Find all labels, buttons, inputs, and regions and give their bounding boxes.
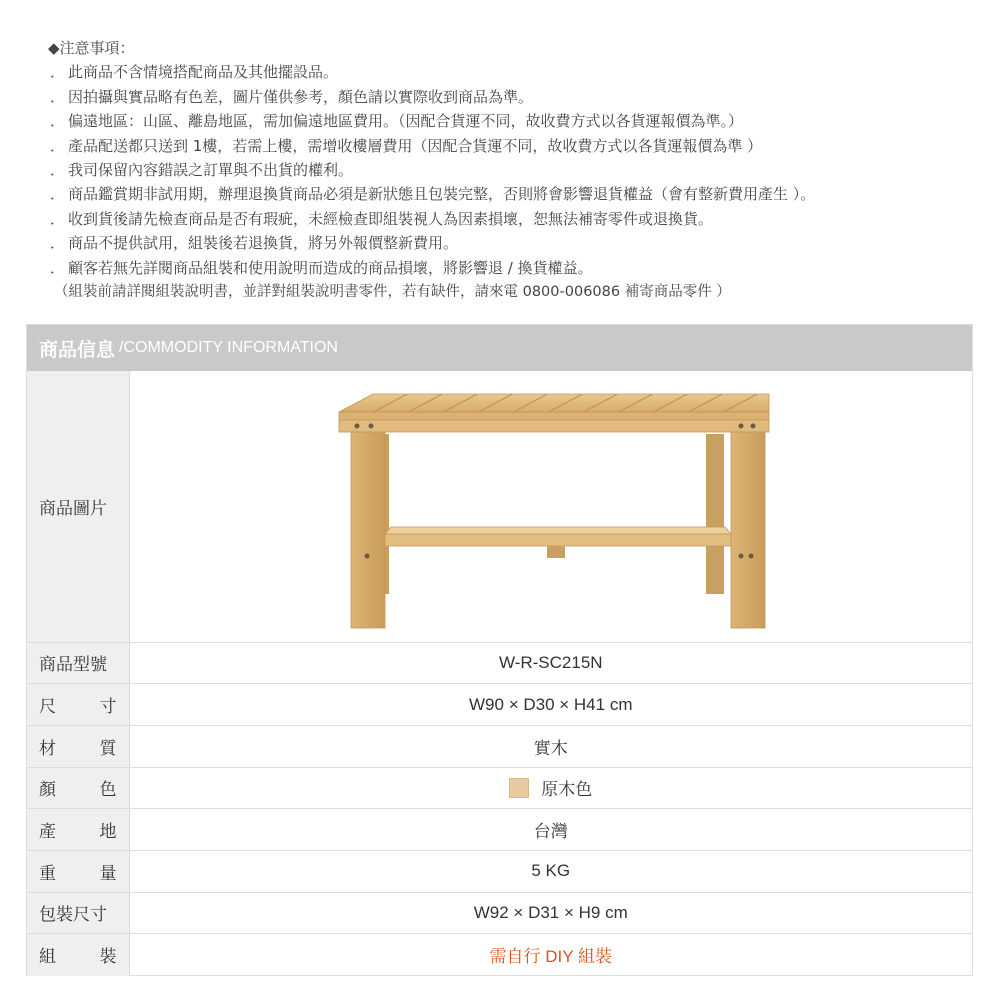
row-value: 實木 bbox=[129, 725, 972, 767]
row-label: 重量 bbox=[27, 850, 129, 892]
bullet-icon: ． bbox=[50, 112, 66, 131]
bullet-icon: ． bbox=[50, 87, 66, 106]
row-value: W90 × D30 × H41 cm bbox=[129, 684, 972, 726]
table-row bbox=[27, 850, 972, 892]
product-image-cell bbox=[129, 371, 972, 642]
note-text: 顧客若無先詳閱商品組裝和使用說明而造成的商品損壞，將影響退 / 換貨權益。 bbox=[68, 258, 593, 277]
note-item bbox=[38, 158, 988, 182]
bullet-icon: ． bbox=[50, 185, 66, 204]
note-item bbox=[38, 256, 988, 280]
bullet-icon: ． bbox=[50, 136, 66, 155]
row-value: 5 KG bbox=[129, 850, 972, 892]
assembly-note: 需自行 DIY 組裝 bbox=[489, 947, 612, 967]
note-item bbox=[38, 109, 988, 133]
row-label: 商品型號 bbox=[27, 642, 129, 684]
note-text: 偏遠地區：山區、離島地區，需加偏遠地區費用。（因配合貨運不同，故收費方式以各貨運報價為準。） bbox=[68, 112, 744, 131]
table-row bbox=[27, 371, 972, 642]
info-title: 商品信息 bbox=[39, 338, 116, 361]
bullet-icon: ． bbox=[50, 234, 66, 253]
info-header bbox=[27, 325, 972, 371]
row-label: 包裝尺寸 bbox=[27, 892, 129, 934]
note-item bbox=[38, 60, 988, 84]
note-item bbox=[38, 134, 988, 158]
notes-title: ◆注意事項： bbox=[48, 39, 135, 57]
note-text: 產品配送都只送到 1樓，若需上樓，需增收樓層費用（因配合貨運不同，故收費方式以各貨運報價為準 ） bbox=[68, 136, 763, 155]
row-value: 台灣 bbox=[129, 809, 972, 851]
notes-section bbox=[38, 36, 988, 304]
table-row bbox=[27, 892, 972, 934]
info-subtitle: /COMMODITY INFORMATION bbox=[119, 339, 338, 356]
bullet-icon: ． bbox=[50, 258, 66, 277]
row-label: 尺寸 bbox=[27, 684, 129, 726]
note-item bbox=[38, 231, 988, 255]
notes-footer: （組裝前請詳閱組裝說明書，並詳對組裝說明書零件，若有缺件，請來電 0800-006086 補寄商品零件 ） bbox=[54, 284, 731, 301]
note-text: 我司保留內容錯誤之訂單與不出貨的權利。 bbox=[68, 161, 354, 180]
row-label: 產地 bbox=[27, 809, 129, 851]
note-text: 收到貨後請先檢查商品是否有瑕疵，未經檢查即組裝視人為因素損壞，恕無法補寄零件或退換貨。 bbox=[68, 209, 714, 228]
table-row bbox=[27, 642, 972, 684]
row-value: W-R-SC215N bbox=[129, 642, 972, 684]
row-label: 材質 bbox=[27, 725, 129, 767]
row-label: 顏色 bbox=[27, 767, 129, 809]
note-text: 商品不提供試用，組裝後若退換貨，將另外報價整新費用。 bbox=[68, 234, 459, 253]
color-swatch bbox=[509, 778, 529, 798]
note-item bbox=[38, 85, 988, 109]
wooden-bench-icon bbox=[321, 384, 781, 634]
row-value: 原木色 bbox=[541, 780, 593, 800]
table-row bbox=[27, 809, 972, 851]
table-row bbox=[27, 725, 972, 767]
note-item bbox=[38, 182, 988, 206]
note-text: 此商品不含情境搭配商品及其他擺設品。 bbox=[68, 63, 339, 82]
commodity-info-panel bbox=[26, 324, 973, 976]
spec-table bbox=[27, 371, 972, 976]
bullet-icon: ． bbox=[50, 161, 66, 180]
row-label: 商品圖片 bbox=[27, 371, 129, 642]
table-row bbox=[27, 684, 972, 726]
note-item bbox=[38, 207, 988, 231]
note-text: 因拍攝與實品略有色差，圖片僅供參考，顏色請以實際收到商品為準。 bbox=[68, 87, 534, 106]
color-value-cell bbox=[129, 767, 972, 809]
row-label: 組裝 bbox=[27, 934, 129, 976]
note-text: 商品鑑賞期非試用期，辦理退換貨商品必須是新狀態且包裝完整，否則將會影響退貨權益（會有整新費用產生 ）。 bbox=[68, 185, 816, 204]
table-row bbox=[27, 767, 972, 809]
bullet-icon: ． bbox=[50, 209, 66, 228]
bullet-icon: ． bbox=[50, 63, 66, 82]
row-value: W92 × D31 × H9 cm bbox=[129, 892, 972, 934]
table-row bbox=[27, 934, 972, 976]
